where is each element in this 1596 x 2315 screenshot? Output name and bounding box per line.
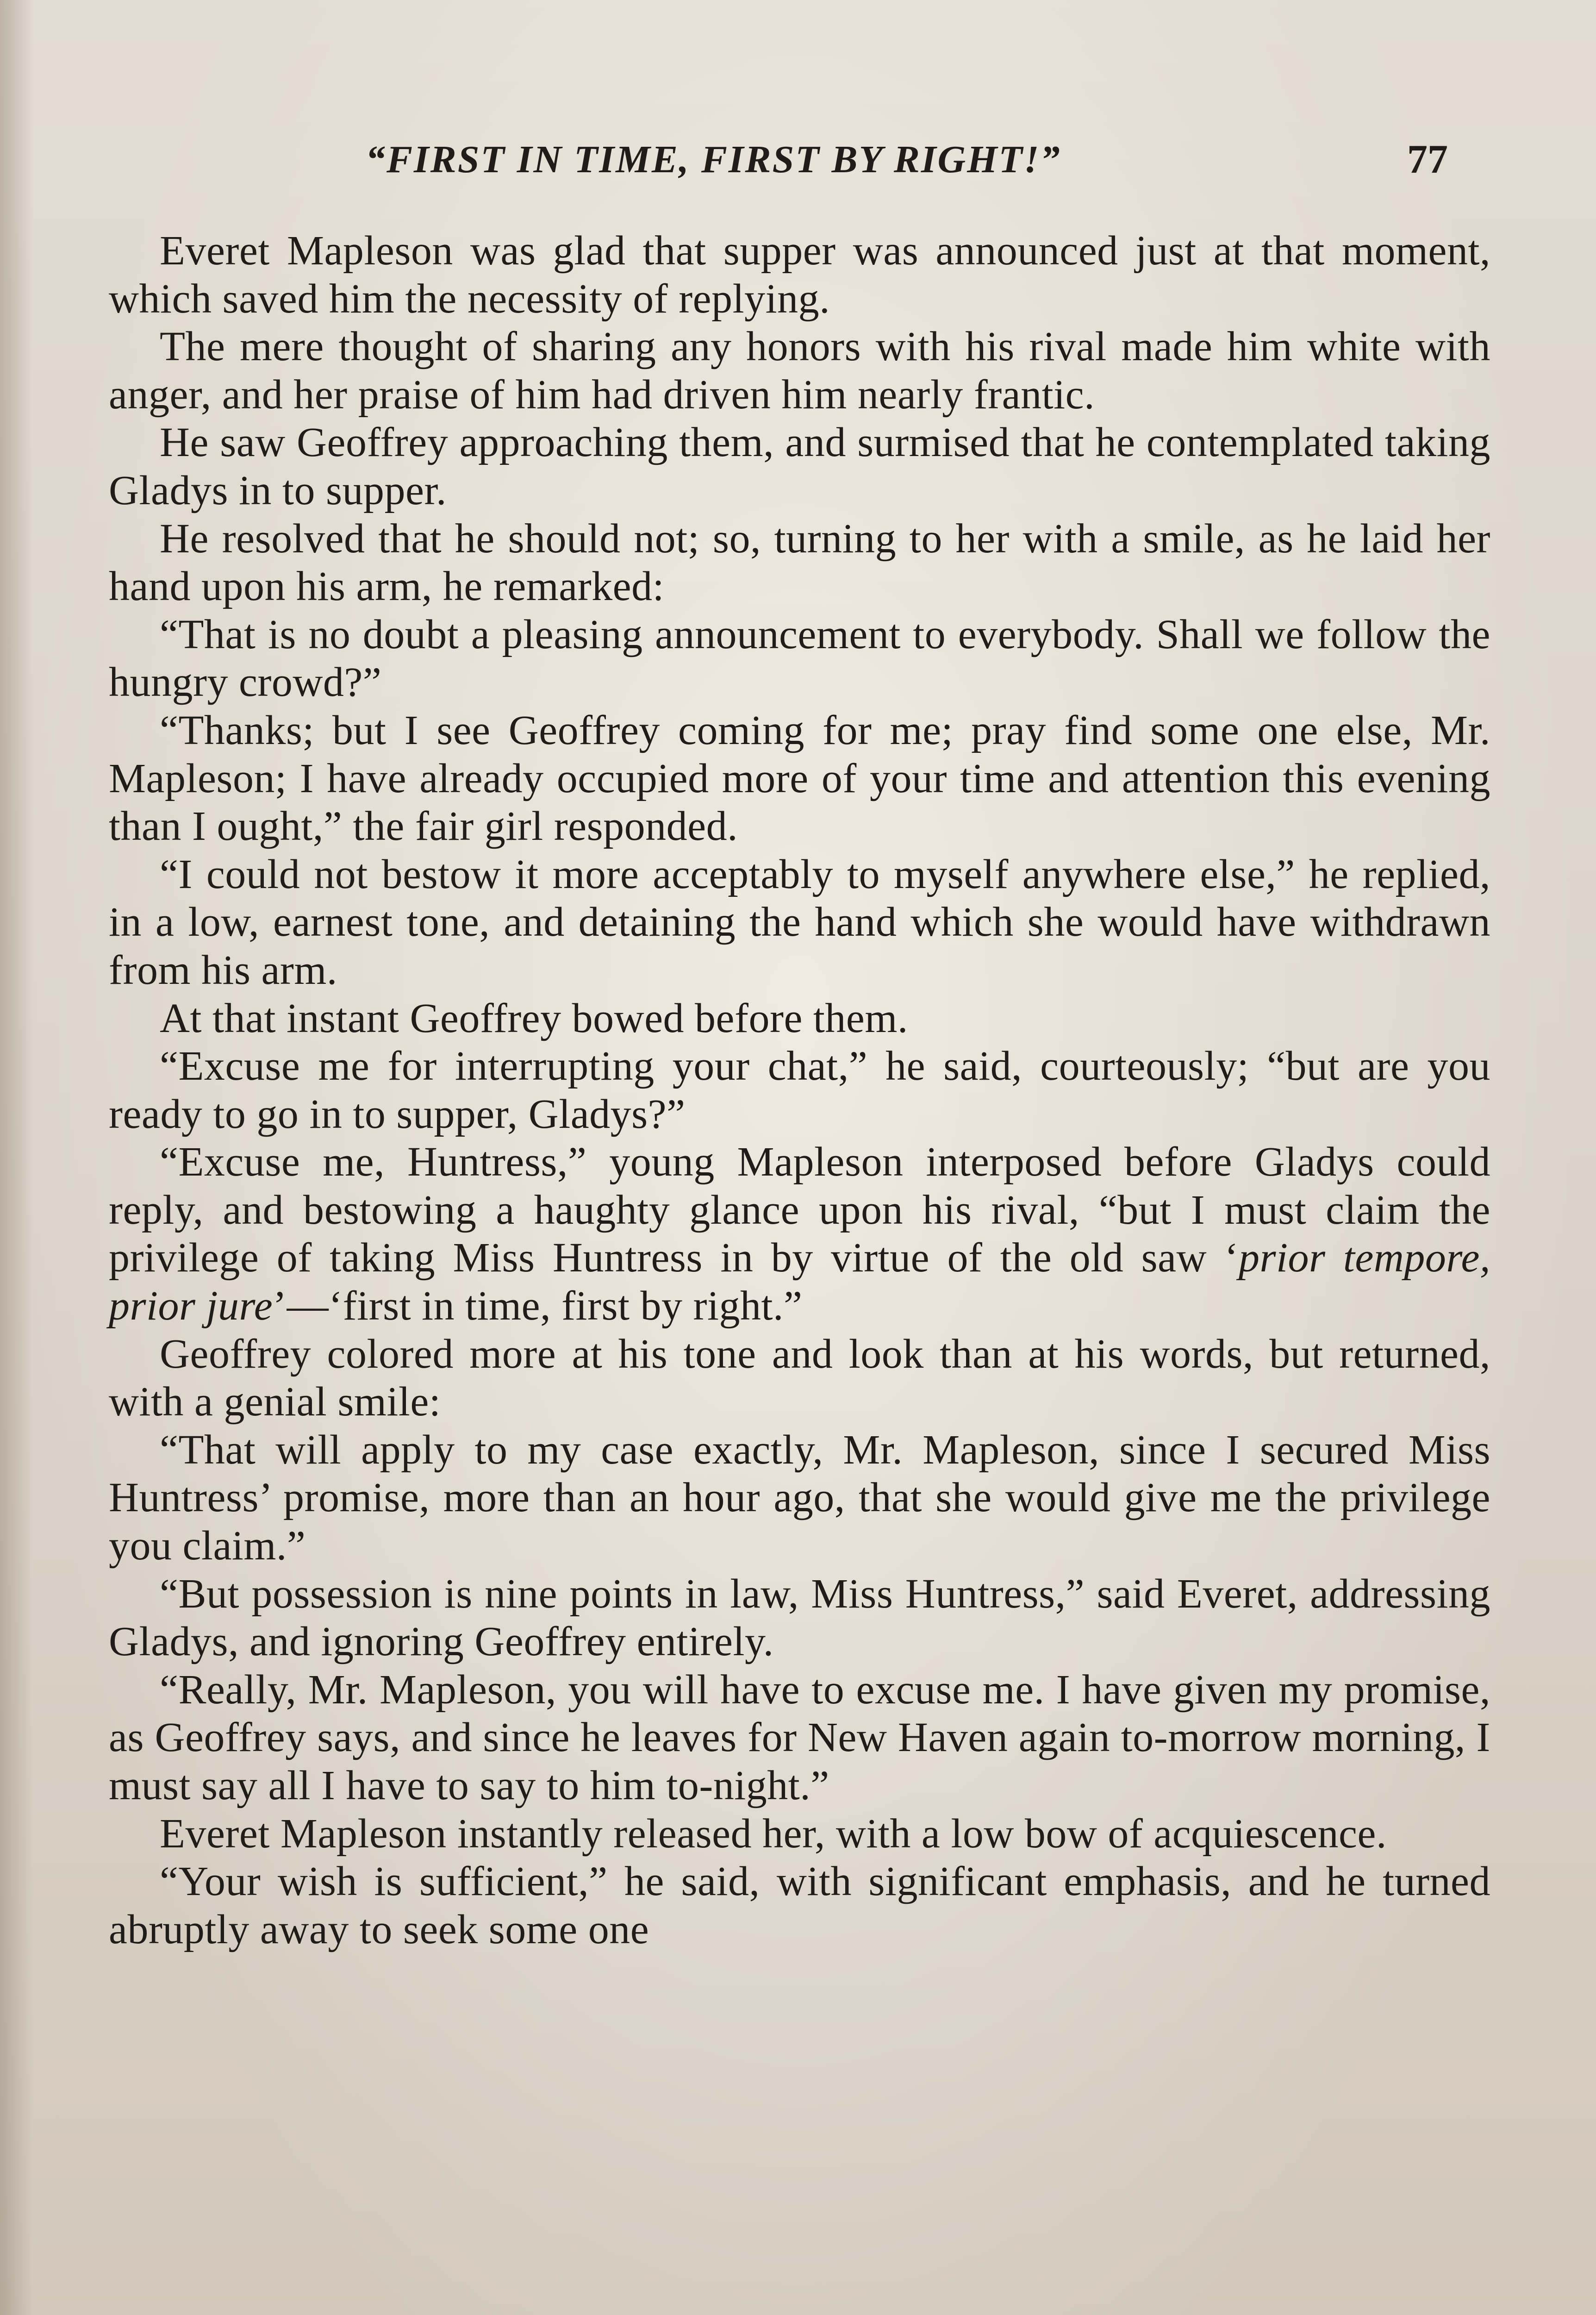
paragraph-with-latin-phrase [109,1138,1490,1330]
paragraph: At that instant Geoffrey bowed before them. [160,995,908,1041]
paragraph: “But possession is nine points in law, Miss Huntress,” said Everet, addressing Gladys, and ignoring Geoffrey entirely. [109,1570,1490,1665]
paragraph: “Thanks; but I see Geoffrey coming for me; pray find some one else, Mr. Mapleson; I have already occupied more of your time and attention this evening than I ought,” the fair girl responded. [109,707,1490,850]
paragraph: Geoffrey colored more at his tone and look than at his words, but returned, with a genial smile: [109,1331,1490,1425]
page-header [116,134,1480,190]
paragraph: The mere thought of sharing any honors with his rival made him white with anger, and her praise of him had driven him nearly frantic. [109,324,1490,418]
paragraph: He resolved that he should not; so, turning to her with a smile, as he laid her hand upon his arm, he remarked: [109,515,1490,610]
paragraph-text: “Excuse me, Huntress,” young Mapleson interposed before Gladys could reply, and bestowing a haughty glance upon his rival, “but I must claim the privilege of taking Miss Huntress in by virtue of the old saw ‘ [109,1139,1490,1281]
paragraph: “Your wish is sufficient,” he said, with significant emphasis, and he turned abruptly away to seek some one [109,1858,1490,1952]
page-number: 77 [1407,137,1448,182]
paragraph: “I could not bestow it more acceptably to myself anywhere else,” he replied, in a low, earnest tone, and detaining the hand which she would have withdrawn from his arm. [109,851,1490,993]
paragraph: “That is no doubt a pleasing announcement to everybody. Shall we follow the hungry crowd?” [109,611,1490,706]
paragraph: Everet Mapleson was glad that supper was announced just at that moment, which saved him the necessity of replying. [109,228,1490,322]
paragraph: He saw Geoffrey approaching them, and surmised that he contemplated taking Gladys in to supper. [109,419,1490,513]
page-edge-shadow [0,0,32,2315]
running-head: “FIRST IN TIME, FIRST BY RIGHT!” [366,138,1061,181]
paragraph-text: ’—‘first in time, first by right.” [273,1283,803,1329]
paragraph: Everet Mapleson instantly released her, with a low bow of acquiescence. [160,1810,1387,1857]
paragraph: “Excuse me for interrupting your chat,” he said, courteously; “but are you ready to go in to supper, Gladys?” [109,1043,1490,1137]
body-text [109,227,1490,1953]
paragraph: “Really, Mr. Mapleson, you will have to excuse me. I have given my promise, as Geoffrey says, and since he leaves for New Haven again to-morrow morning, I must say all I have to say to him to-night.” [109,1666,1490,1808]
latin-phrase: prior tempore, prior jure [109,1235,1490,1329]
paragraph: “That will apply to my case exactly, Mr. Mapleson, since I secured Miss Huntress’ promise, more than an hour ago, that she would give me the privilege you claim.” [109,1427,1490,1569]
